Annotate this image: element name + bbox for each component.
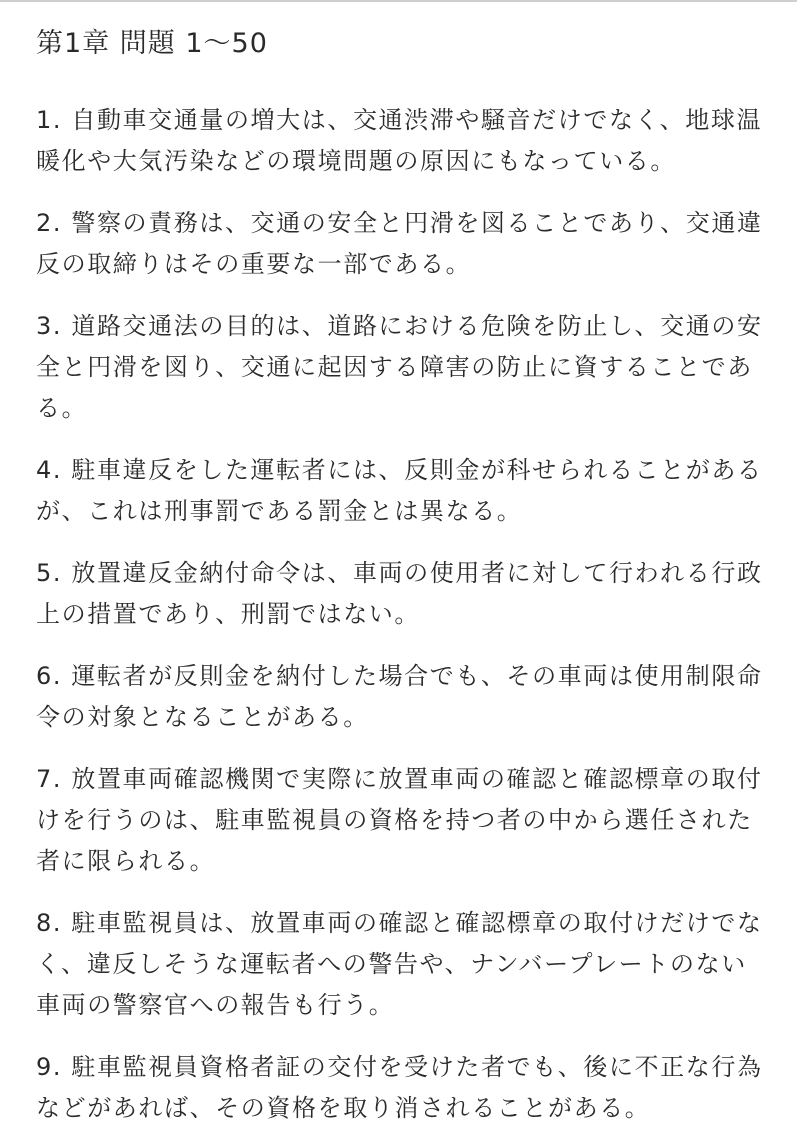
question-item-5 [36,553,767,635]
question-number: 8. [36,909,63,937]
question-number: 2. [36,209,63,237]
question-text: 駐車監視員資格者証の交付を受けた者でも、後に不正な行為などがあれば、その資格を取り消されることがある。 [36,1053,763,1122]
question-item-8 [36,903,767,1026]
question-item-7 [36,759,767,882]
question-text: 放置車両確認機関で実際に放置車両の確認と確認標章の取付けを行うのは、駐車監視員の資格を持つ者の中から選任された者に限られる。 [36,765,763,875]
question-text: 道路交通法の目的は、道路における危険を防止し、交通の安全と円滑を図り、交通に起因する障害の防止に資することである。 [36,312,763,422]
question-number: 3. [36,312,63,340]
question-number: 1. [36,106,63,134]
question-number: 4. [36,456,63,484]
question-text: 駐車違反をした運転者には、反則金が科せられることがあるが、これは刑事罰である罰金とは異なる。 [36,456,763,525]
question-text: 放置違反金納付命令は、車両の使用者に対して行われる行政上の措置であり、刑罰ではない。 [36,559,763,628]
question-item-3 [36,306,767,429]
question-number: 5. [36,559,63,587]
question-text: 駐車監視員は、放置車両の確認と確認標章の取付けだけでなく、違反しそうな運転者への警告や、ナンバープレートのない車両の警察官への報告も行う。 [36,909,763,1019]
question-text: 警察の責務は、交通の安全と円滑を図ることであり、交通違反の取締りはその重要な一部である。 [36,209,763,278]
question-item-1 [36,100,767,182]
question-list [36,100,767,1129]
question-number: 9. [36,1053,63,1081]
question-item-9 [36,1047,767,1129]
chapter-title: 第1章 問題 1〜50 [36,28,268,59]
question-text: 運転者が反則金を納付した場合でも、その車両は使用制限命令の対象となることがある。 [36,662,763,731]
question-item-4 [36,450,767,532]
question-number: 6. [36,662,63,690]
question-item-6 [36,656,767,738]
question-number: 7. [36,765,63,793]
question-item-2 [36,203,767,285]
question-text: 自動車交通量の増大は、交通渋滞や騒音だけでなく、地球温暖化や大気汚染などの環境問題の原因にもなっている。 [36,106,763,175]
